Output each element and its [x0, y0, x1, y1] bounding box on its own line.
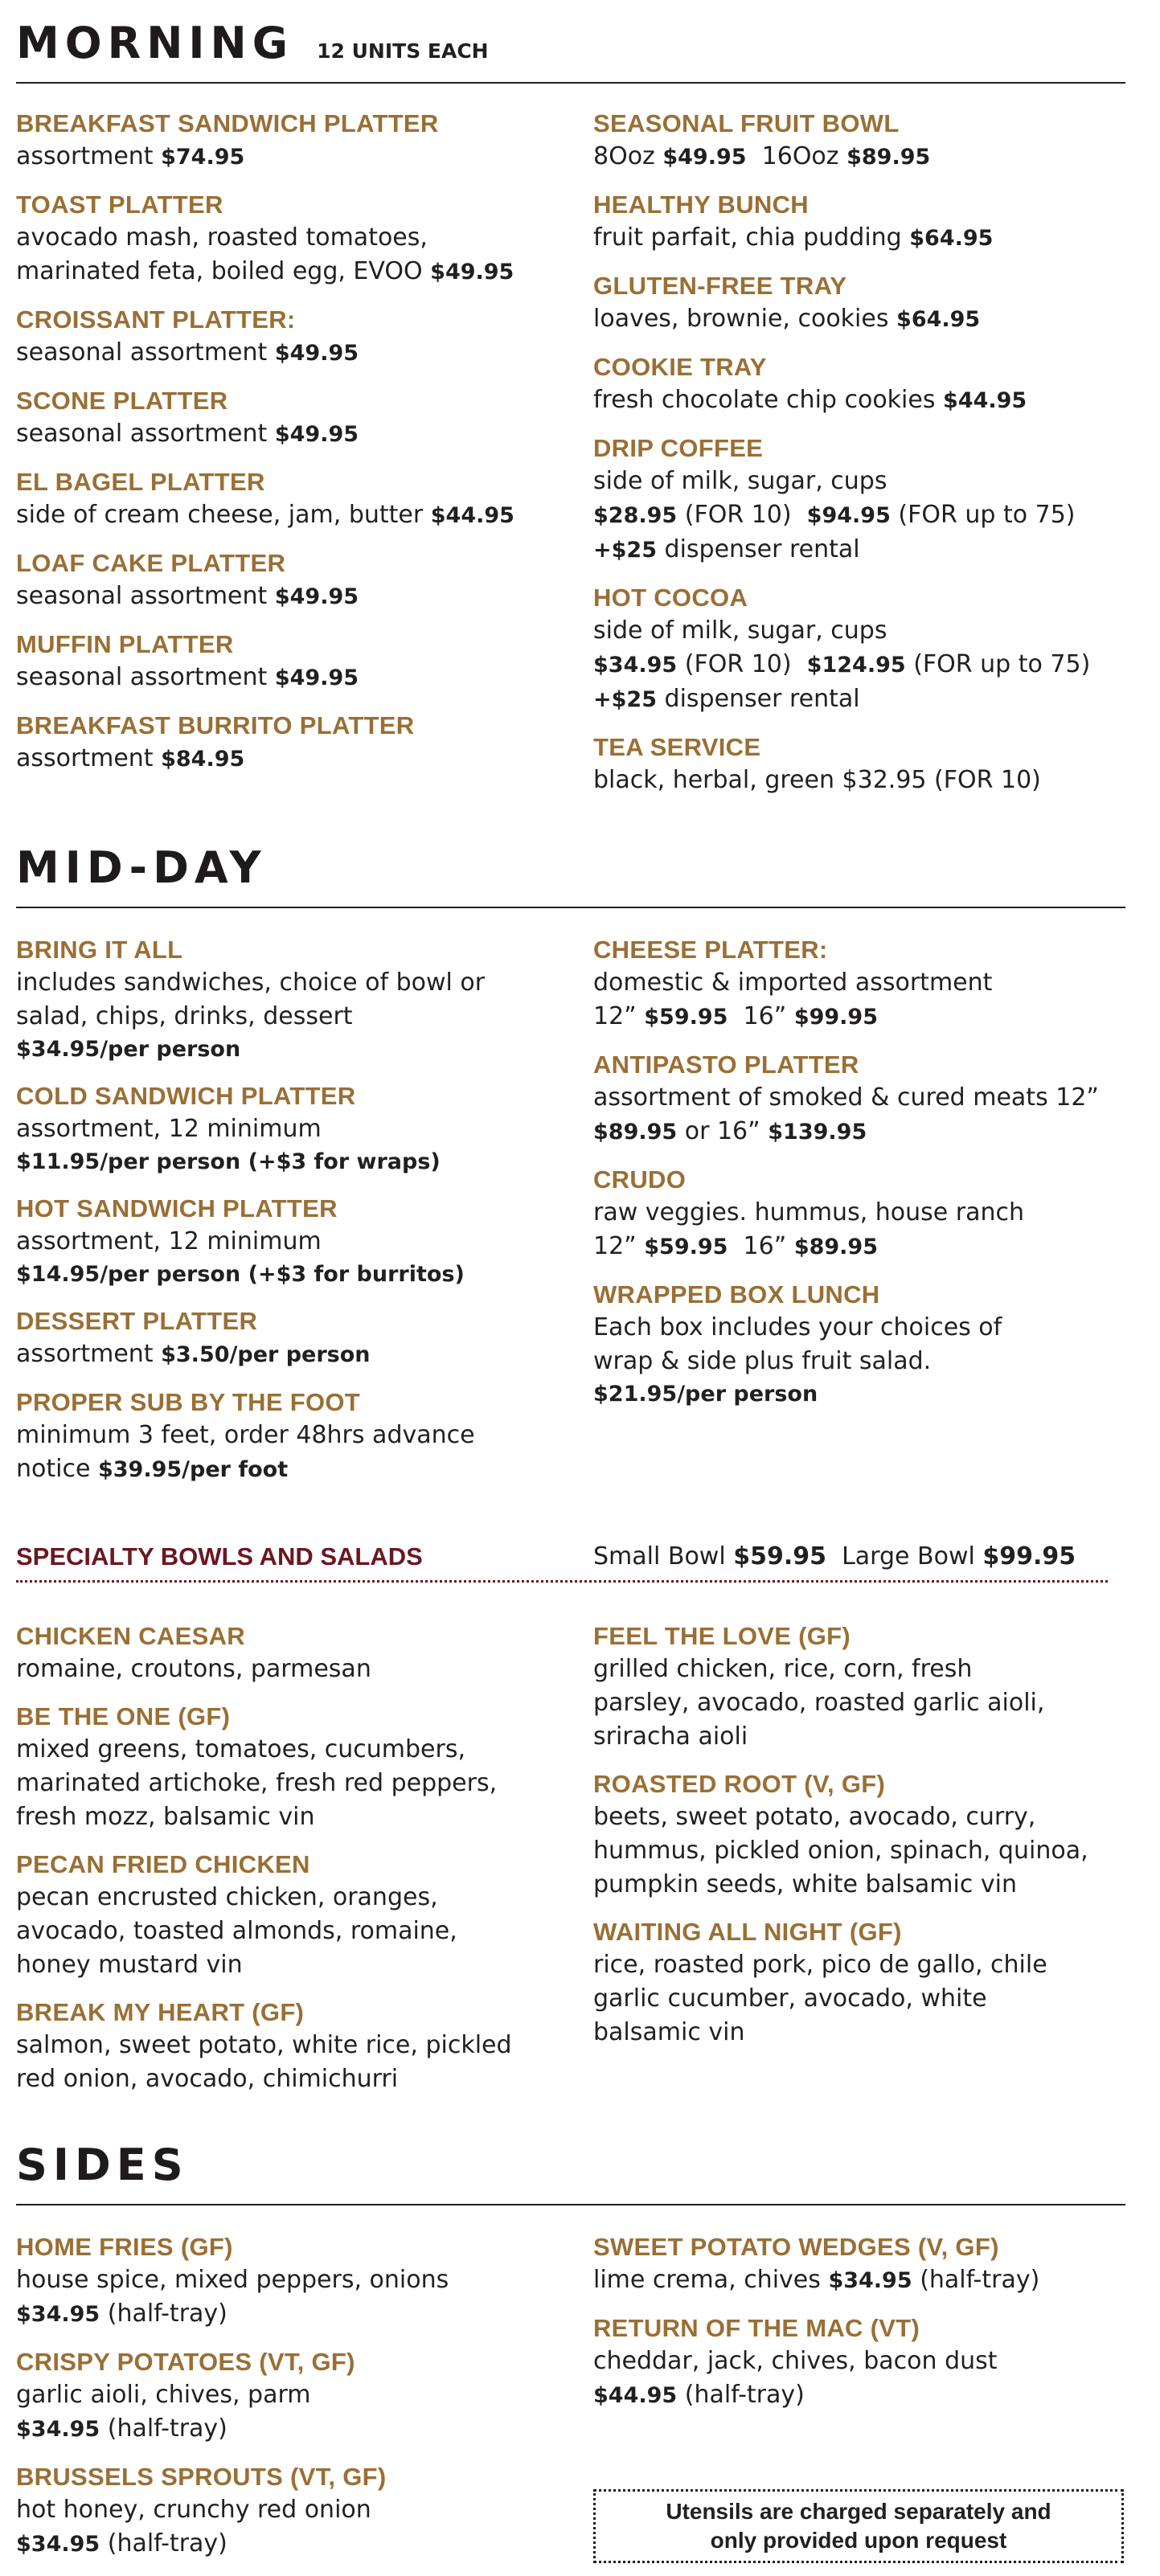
item-prices: 12” $59.95 16” $99.95: [593, 1002, 879, 1030]
item-desc: 8Ooz $49.95 16Ooz $89.95: [593, 142, 931, 170]
item-desc: black, herbal, green $32.95 (FOR 10): [593, 766, 1041, 794]
menu-item: [16, 385, 579, 452]
item-name: BREAKFAST BURRITO PLATTER: [16, 711, 415, 739]
menu-item: [16, 1620, 579, 1686]
menu-item: [593, 270, 1140, 337]
item-name: CRISPY POTATOES (VT, GF): [16, 2348, 355, 2376]
item-desc: mixed greens, tomatoes, cucumbers, marinated artichoke, fresh red peppers, fresh mozz, balsamic vin: [16, 1735, 498, 1831]
item-desc: seasonal assortment $49.95: [16, 420, 359, 448]
item-name: SEASONAL FRUIT BOWL: [593, 109, 900, 137]
item-name: HOT COCOA: [593, 584, 748, 612]
menu-item: [16, 1193, 579, 1291]
item-desc: assortment, 12 minimum: [16, 1227, 322, 1255]
item-prices: $28.95 (FOR 10) $94.95 (FOR up to 75): [593, 501, 1076, 529]
item-desc: hot honey, crunchy red onion: [16, 2496, 371, 2524]
item-desc: assortment, 12 minimum: [16, 1115, 322, 1143]
item-desc: raw veggies. hummus, house ranch: [593, 1198, 1025, 1227]
menu-item: [16, 2346, 579, 2447]
item-name: BRUSSELS SPROUTS (VT, GF): [16, 2463, 387, 2491]
morning-title: MORNING: [16, 18, 294, 68]
menu-item: [16, 629, 579, 695]
specialty-title: SPECIALTY BOWLS AND SALADS: [16, 1542, 423, 1571]
item-name: TOAST PLATTER: [16, 190, 223, 219]
menu-item: [593, 1916, 1140, 2050]
sides-right-column: [593, 2231, 1140, 2427]
item-desc: minimum 3 feet, order 48hrs advance notice $39.95/per foot: [16, 1421, 475, 1483]
item-desc: Each box includes your choices of wrap & side plus fruit salad.: [593, 1313, 1002, 1375]
item-name: HEALTHY BUNCH: [593, 190, 809, 219]
item-desc: fresh chocolate chip cookies $44.95: [593, 386, 1027, 414]
menu-item: [16, 547, 579, 614]
midday-right-column: [593, 934, 1140, 1425]
item-name: MUFFIN PLATTER: [16, 630, 234, 658]
specialty-header: [16, 1540, 1108, 1583]
menu-item: [593, 1279, 1140, 1411]
item-prices: $34.95 (FOR 10) $124.95 (FOR up to 75): [593, 650, 1091, 678]
menu-item: [16, 304, 579, 371]
menu-item: [16, 2461, 579, 2562]
item-desc: side of cream cheese, jam, butter $44.95: [16, 501, 514, 529]
item-prices: 12” $59.95 16” $89.95: [593, 1232, 879, 1260]
item-name: EL BAGEL PLATTER: [16, 468, 265, 496]
menu-item: [593, 1620, 1140, 1754]
item-desc: grilled chicken, rice, corn, fresh parsley, avocado, roasted garlic aioli, sriracha aioli: [593, 1655, 1045, 1751]
sides-left-column: [16, 2231, 579, 2576]
menu-item: [16, 466, 579, 533]
menu-item: [593, 934, 1140, 1034]
specialty-left-column: [16, 1620, 579, 2111]
utensils-notice: [593, 2489, 1124, 2563]
morning-left-column: [16, 108, 579, 791]
menu-item: [16, 108, 579, 174]
item-desc: avocado mash, roasted tomatoes, marinated feta, boiled egg, EVOO $49.95: [16, 223, 514, 285]
menu-item: [16, 1997, 579, 2096]
menu-item: [593, 1768, 1140, 1902]
midday-left-column: [16, 934, 579, 1501]
item-name: PROPER SUB BY THE FOOT: [16, 1388, 361, 1416]
item-name: HOT SANDWICH PLATTER: [16, 1194, 338, 1222]
menu-item: [16, 1386, 579, 1487]
menu-item: [593, 582, 1140, 717]
item-desc: assortment $74.95: [16, 142, 245, 170]
item-name: WAITING ALL NIGHT (GF): [593, 1918, 902, 1946]
item-name: SWEET POTATO WEDGES (V, GF): [593, 2233, 999, 2261]
item-desc: rice, roasted pork, pico de gallo, chile garlic cucumber, avocado, white balsamic vin: [593, 1951, 1047, 2046]
sides-section-header: [16, 2140, 1125, 2205]
item-desc: seasonal assortment $49.95: [16, 663, 359, 691]
item-desc: house spice, mixed peppers, onions: [16, 2266, 449, 2294]
specialty-prices: Small Bowl $59.95 Large Bowl $99.95: [593, 1542, 1076, 1571]
item-name: BE THE ONE (GF): [16, 1702, 231, 1730]
item-desc: fruit parfait, chia pudding $64.95: [593, 223, 994, 252]
item-price: $44.95 (half-tray): [593, 2381, 805, 2409]
menu-item: [593, 1049, 1140, 1149]
menu-item: [16, 189, 579, 289]
item-desc: side of milk, sugar, cups: [593, 467, 887, 495]
item-name: TEA SERVICE: [593, 733, 761, 761]
menu-item: [593, 432, 1140, 567]
item-desc: salmon, sweet potato, white rice, pickled red onion, avocado, chimichurri: [16, 2031, 512, 2093]
menu-item: [593, 2312, 1140, 2413]
midday-section-header: [16, 842, 1125, 908]
item-desc: pecan encrusted chicken, oranges, avocado, toasted almonds, romaine, honey mustard vin: [16, 1883, 457, 1979]
menu-item: [16, 1080, 579, 1178]
item-name: BREAK MY HEART (GF): [16, 1998, 305, 2026]
item-name: DESSERT PLATTER: [16, 1307, 258, 1335]
item-name: HOME FRIES (GF): [16, 2233, 233, 2261]
item-desc: assortment of smoked & cured meats 12”: [593, 1083, 1099, 1112]
item-price: $14.95/per person (+$3 for burritos): [16, 1262, 465, 1287]
menu-item: [16, 710, 579, 776]
item-desc: includes sandwiches, choice of bowl or salad, chips, drinks, dessert: [16, 969, 486, 1030]
menu-item: [593, 731, 1140, 797]
item-name: ROASTED ROOT (V, GF): [593, 1770, 886, 1798]
item-name: FEEL THE LOVE (GF): [593, 1622, 851, 1650]
item-name: PECAN FRIED CHICKEN: [16, 1850, 310, 1878]
item-name: CHICKEN CAESAR: [16, 1622, 245, 1650]
item-price: $34.95 (half-tray): [16, 2414, 227, 2443]
item-name: CROISSANT PLATTER:: [16, 305, 296, 334]
item-price: $34.95 (half-tray): [16, 2529, 227, 2558]
menu-item: [16, 1849, 579, 1982]
morning-note: 12 UNITS EACH: [317, 39, 489, 63]
item-name: BRING IT ALL: [16, 936, 183, 964]
item-price: $11.95/per person (+$3 for wraps): [16, 1149, 441, 1174]
menu-item: [16, 2231, 579, 2332]
item-price: $34.95 (half-tray): [16, 2300, 227, 2328]
menu-item: [593, 1164, 1140, 1264]
item-price: $34.95/per person: [16, 1037, 241, 1062]
item-name: DRIP COFFEE: [593, 434, 764, 462]
item-name: WRAPPED BOX LUNCH: [593, 1280, 880, 1308]
item-name: RETURN OF THE MAC (VT): [593, 2314, 920, 2342]
menu-item: [593, 351, 1140, 418]
item-name: BREAKFAST SANDWICH PLATTER: [16, 109, 439, 137]
item-desc: cheddar, jack, chives, bacon dust: [593, 2347, 998, 2375]
item-desc: domestic & imported assortment: [593, 969, 993, 997]
midday-title: MID-DAY: [16, 842, 267, 893]
item-name: LOAF CAKE PLATTER: [16, 549, 286, 577]
item-rental: +$25 dispenser rental: [593, 685, 860, 713]
item-name: GLUTEN-FREE TRAY: [593, 272, 847, 300]
item-name: CHEESE PLATTER:: [593, 936, 828, 964]
item-desc: seasonal assortment $49.95: [16, 338, 359, 367]
item-desc: seasonal assortment $49.95: [16, 582, 359, 610]
item-name: SCONE PLATTER: [16, 387, 228, 415]
menu-item: [593, 189, 1140, 256]
item-desc: beets, sweet potato, avocado, curry, hummus, pickled onion, spinach, quinoa, pumpkin seeds, white balsamic vin: [593, 1803, 1088, 1898]
item-name: COOKIE TRAY: [593, 353, 767, 381]
item-price: $21.95/per person: [593, 1382, 818, 1407]
item-desc: assortment $84.95: [16, 744, 245, 772]
item-name: CRUDO: [593, 1165, 687, 1194]
item-desc: side of milk, sugar, cups: [593, 616, 887, 645]
menu-item: [16, 1305, 579, 1372]
item-name: ANTIPASTO PLATTER: [593, 1050, 859, 1079]
morning-right-column: [593, 108, 1140, 812]
item-rental: +$25 dispenser rental: [593, 535, 860, 563]
item-desc: assortment $3.50/per person: [16, 1340, 371, 1368]
menu-item: [16, 934, 579, 1066]
notice-line: only provided upon request: [710, 2528, 1007, 2553]
sides-title: SIDES: [16, 2140, 189, 2190]
menu-item: [16, 1701, 579, 1834]
item-desc: garlic aioli, chives, parm: [16, 2381, 311, 2409]
menu-item: [593, 108, 1140, 174]
item-desc: loaves, brownie, cookies $64.95: [593, 305, 981, 333]
item-prices: $89.95 or 16” $139.95: [593, 1117, 867, 1145]
item-desc: romaine, croutons, parmesan: [16, 1655, 371, 1683]
specialty-right-column: [593, 1620, 1140, 2064]
menu-item: [593, 2231, 1140, 2298]
morning-section-header: [16, 18, 1125, 84]
item-name: COLD SANDWICH PLATTER: [16, 1082, 356, 1110]
item-desc: lime crema, chives $34.95 (half-tray): [593, 2266, 1040, 2294]
notice-line: Utensils are charged separately and: [666, 2499, 1051, 2524]
